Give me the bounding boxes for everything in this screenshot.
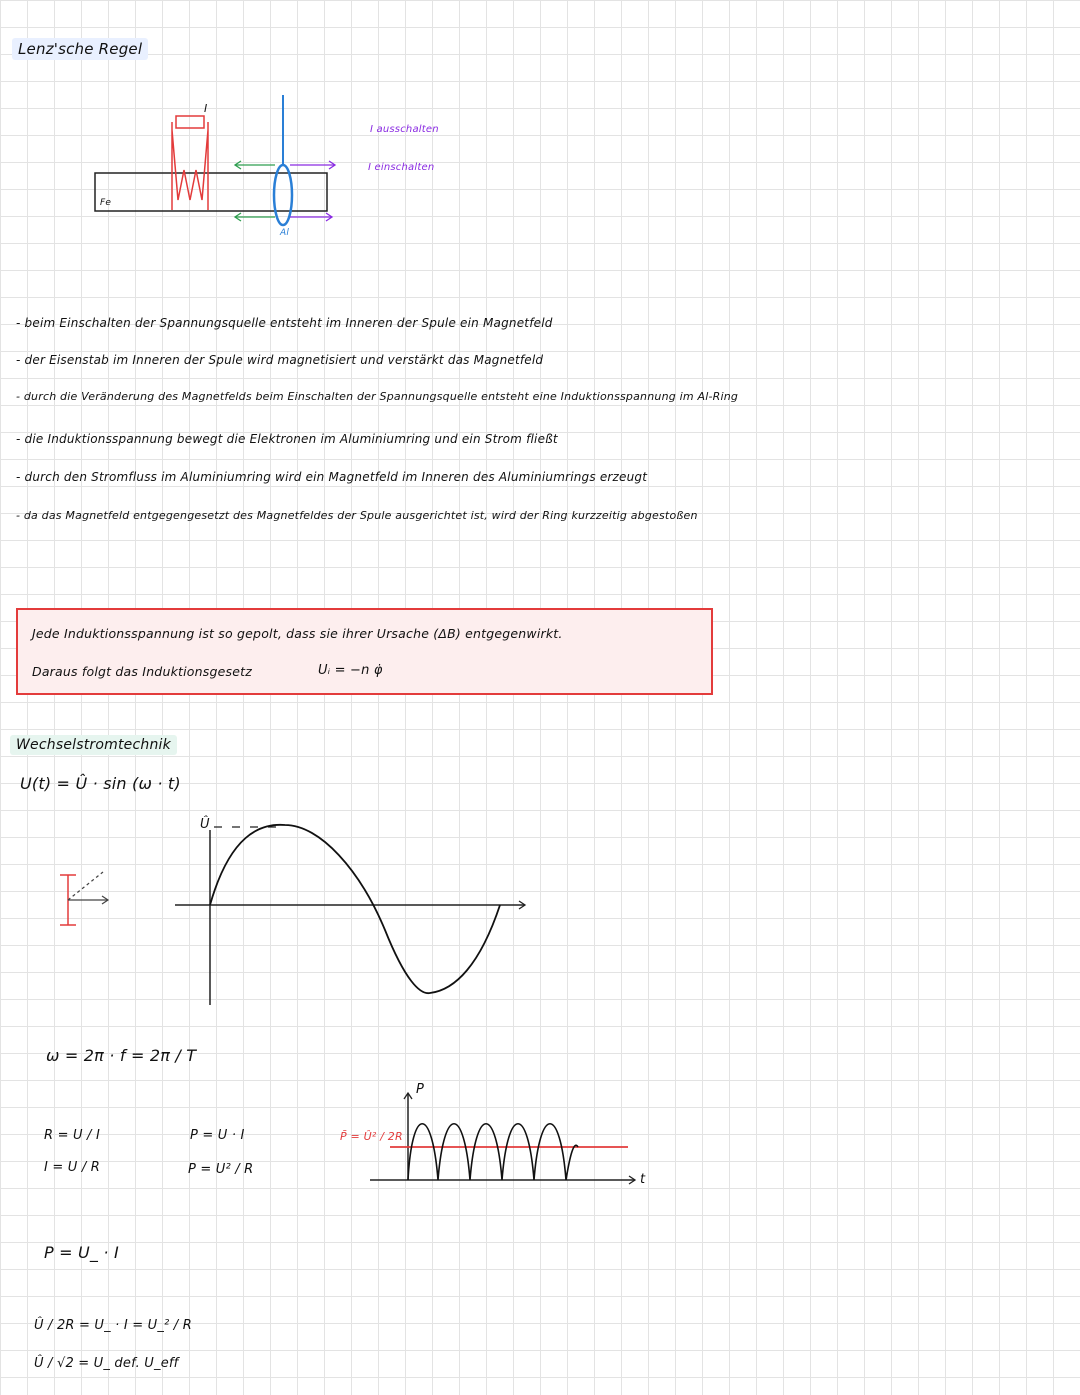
effective-eq-1: Û / 2R = U_ · I = U_² / R: [34, 1318, 192, 1333]
sine-curve: [210, 825, 500, 993]
rule-line-2: Daraus folgt das Induktionsgesetz: [32, 664, 252, 679]
bullet-4: - die Induktionsspannung bewegt die Elektronen im Aluminiumring und ein Strom fließt: [16, 432, 558, 446]
power-formula-1: P = U · I: [190, 1128, 245, 1143]
amplitude-label: Û: [200, 817, 210, 832]
section-heading: Wechselstromtechnik: [10, 735, 177, 755]
bullet-6: - da das Magnetfeld entgegengesetzt des Magnetfeldes der Spule ausgerichtet ist, wird der Ring kurzzeitig abgestoßen: [16, 509, 698, 522]
time-axis-label: t: [640, 1172, 646, 1187]
resistance-formula: R = U / I: [44, 1128, 100, 1143]
iron-label: Fe: [100, 198, 112, 208]
legend-on: I einschalten: [368, 162, 435, 173]
page-title: Lenz'sche Regel: [12, 38, 148, 60]
rule-line-1: Jede Induktionsspannung ist so gepolt, dass sie ihrer Ursache (ΔB) entgegenwirkt.: [32, 626, 563, 641]
legend-off: I ausschalten: [370, 124, 439, 135]
power-axis-label: P: [416, 1082, 425, 1097]
aluminium-ring: [274, 165, 292, 225]
power-plot: [360, 1085, 660, 1195]
current-formula: I = U / R: [44, 1160, 100, 1175]
bullet-5: - durch den Stromfluss im Aluminiumring wird ein Magnetfeld im Inneren des Aluminiumrings erzeugt: [16, 470, 648, 484]
coil: [172, 130, 208, 210]
power-formula-2: P = U² / R: [188, 1162, 254, 1177]
ring-label: Al: [280, 228, 290, 238]
sine-plot: [170, 815, 540, 1025]
pointer-icon: [58, 870, 118, 930]
voltage-source: [176, 116, 204, 128]
effective-eq-2: Û / √2 = U_ def. U_eff: [34, 1356, 179, 1371]
omega-formula: ω = 2π · f = 2π / T: [46, 1046, 197, 1065]
rule-formula: Uᵢ = −n φ̇: [318, 663, 383, 678]
mean-power-label: P̄ = Û² / 2R: [340, 1130, 403, 1143]
power-curve: [408, 1124, 578, 1180]
bullet-2: - der Eisenstab im Inneren der Spule wird magnetisiert und verstärkt das Magnetfeld: [16, 353, 544, 367]
bullet-1: - beim Einschalten der Spannungsquelle entsteht im Inneren der Spule ein Magnetfeld: [16, 316, 553, 330]
power-effective: P = U_ · I: [44, 1243, 119, 1262]
current-label: I: [204, 102, 208, 115]
ac-voltage-formula: U(t) = Û · sin (ω · t): [20, 774, 181, 793]
bullet-3: - durch die Veränderung des Magnetfelds beim Einschalten der Spannungsquelle entsteht eine Induktionsspannung im Al-Ring: [16, 390, 739, 403]
rule-box: [16, 608, 713, 695]
